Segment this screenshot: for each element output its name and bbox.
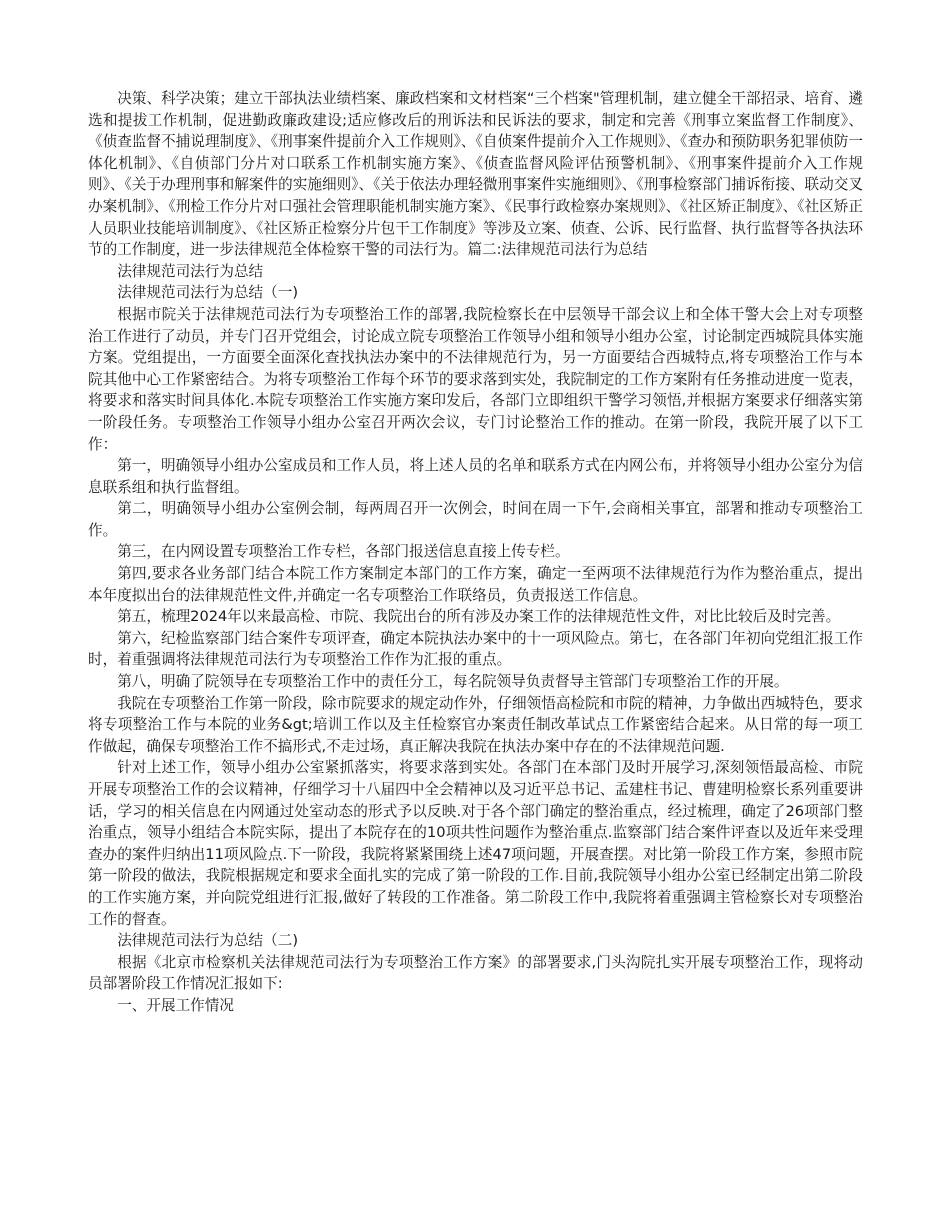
paragraph: 第八，明确了院领导在专项整治工作中的责任分工，每名院领导负责督导主管部门专项整治工作的开展。	[117, 673, 789, 691]
paragraph: 针对上述工作，领导小组办公室紧抓落实，将要求落到实处。各部门在本部门及时开展学习,深刻领悟最高检、市院开展专项整治工作的会议精神，仔细学习十八届四中全会精神以及习近平总书记、孟建柱书记、曹建明检察长系列重要讲话，学习的相关信息在内网通过处室动态的形式予以反映.对于各个部门确定的整治重点，经过梳理，确定了26项部门整治重点，领导小组结合本院实际，提出了本院存在的10项共性问题作为整治重点.监察部门结合案件评查以及近年来受理查办的案件归纳出11项风险点.下一阶段，我院将紧紧围绕上述47项问题，开展查摆。对比第一阶段工作方案，参照市院第一阶段的做法，我院根据规定和要求全面扎实的完成了第一阶段的工作.目前,我院领导小组办公室已经制定出第二阶段的工作实施方案，并向院党组进行汇报,做好了转段的工作准备。第二阶段工作中,我院将着重强调主管检察长对专项整治工作的督查。	[88, 759, 863, 928]
paragraph: 决策、科学决策；建立干部执法业绩档案、廉政档案和文材档案“三个档案"管理机制，建立健全干部招录、培育、遴选和提拔工作机制，促进勤政廉政建设;适应修改后的刑诉法和民诉法的要求，制定和完善《刑事立案监督工作制度》、《侦查监督不捕说理制度》、《刑事案件提前介入工作规则》、《自侦案件提前介入工作规则》、《查办和预防职务犯罪侦防一体化机制》、《自侦部门分片对口联系工作机制实施方案》、《侦查监督风险评估预警机制》、《刑事案件提前介入工作规则》、《关于办理刑事和解案件的实施细则》、《关于依法办理轻微刑事案件实施细则》、《刑事检察部门捕诉衔接、联动交叉办案机制》、《刑检工作分片对口强社会管理职能机制实施方案》、《民事行政检察办案规则》、《社区矫正制度》、《社区矫正人员职业技能培训制度》、《社区矫正检察分片包干工作制度》等涉及立案、侦查、公诉、民行监督、执行监督等各执法环节的工作制度，进一步法律规范全体检察干警的司法行为。篇二:法律规范司法行为总结	[88, 90, 863, 259]
section-heading: 法律规范司法行为总结（二)	[117, 932, 299, 950]
section-heading: 法律规范司法行为总结	[117, 262, 264, 280]
paragraph: 第六，纪检监察部门结合案件专项评查，确定本院执法办案中的十一项风险点。第七，在各部门年初向党组汇报工作时，着重强调将法律规范司法行为专项整治工作作为汇报的重点。	[88, 629, 863, 669]
section-heading: 法律规范司法行为总结（一)	[117, 284, 299, 302]
paragraph: 第二，明确领导小组办公室例会制，每两周召开一次例会，时间在周一下午,会商相关事宜，部署和推动专项整治工作。	[88, 500, 863, 539]
paragraph: 第五，梳理2024年以来最高检、市院、我院出台的所有涉及办案工作的法律规范性文件，对比比较后及时完善。	[117, 608, 841, 626]
section-heading: 一、开展工作情况	[117, 996, 234, 1014]
paragraph: 我院在专项整治工作第一阶段，除市院要求的规定动作外，仔细领悟高检院和市院的精神，力争做出西城特色，要求将专项整治工作与本院的业务&gt;培训工作以及主任检察官办案责任制改革试点工作紧密结合起来。从日常的每一项工作做起，确保专项整治工作不搞形式,不走过场，真正解决我院在执法办案中存在的不法律规范问题.	[88, 694, 863, 755]
paragraph: 第一，明确领导小组办公室成员和工作人员，将上述人员的名单和联系方式在内网公布，并将领导小组办公室分为信息联系组和执行监督组。	[88, 457, 863, 496]
paragraph: 第三，在内网设置专项整治工作专栏，各部门报送信息直接上传专栏。	[117, 543, 570, 561]
paragraph: 根据《北京市检察机关法律规范司法行为专项整治工作方案》的部署要求,门头沟院扎实开展专项整治工作，现将动员部署阶段工作情况汇报如下:	[88, 953, 863, 993]
paragraph: 第四,要求各业务部门结合本院工作方案制定本部门的工作方案，确定一至两项不法律规范行为作为整治重点，提出本年度拟出台的法律规范性文件,并确定一名专项整治工作联络员，负责报送工作信息。	[88, 565, 863, 604]
document-body	[88, 88, 863, 1017]
paragraph: 根据市院关于法律规范司法行为专项整治工作的部署,我院检察长在中层领导干部会议上和全体干警大会上对专项整治工作进行了动员，并专门召开党组会，讨论成立院专项整治工作领导小组和领导小组办公室，讨论制定西城院具体实施方案。党组提出，一方面要全面深化查找执法办案中的不法律规范行为，另一方面要结合西城特点,将专项整治工作与本院其他中心工作紧密结合。为将专项整治工作每个环节的要求落到实处，我院制定的工作方案附有任务推动进度一览表，将要求和落实时间具体化.本院专项整治工作实施方案印发后，各部门立即组织干警学习领悟,并根据方案要求仔细落实第一阶段任务。专项整治工作领导小组办公室召开两次会议，专门讨论整治工作的推动。在第一阶段，我院开展了以下工作：	[88, 305, 863, 453]
